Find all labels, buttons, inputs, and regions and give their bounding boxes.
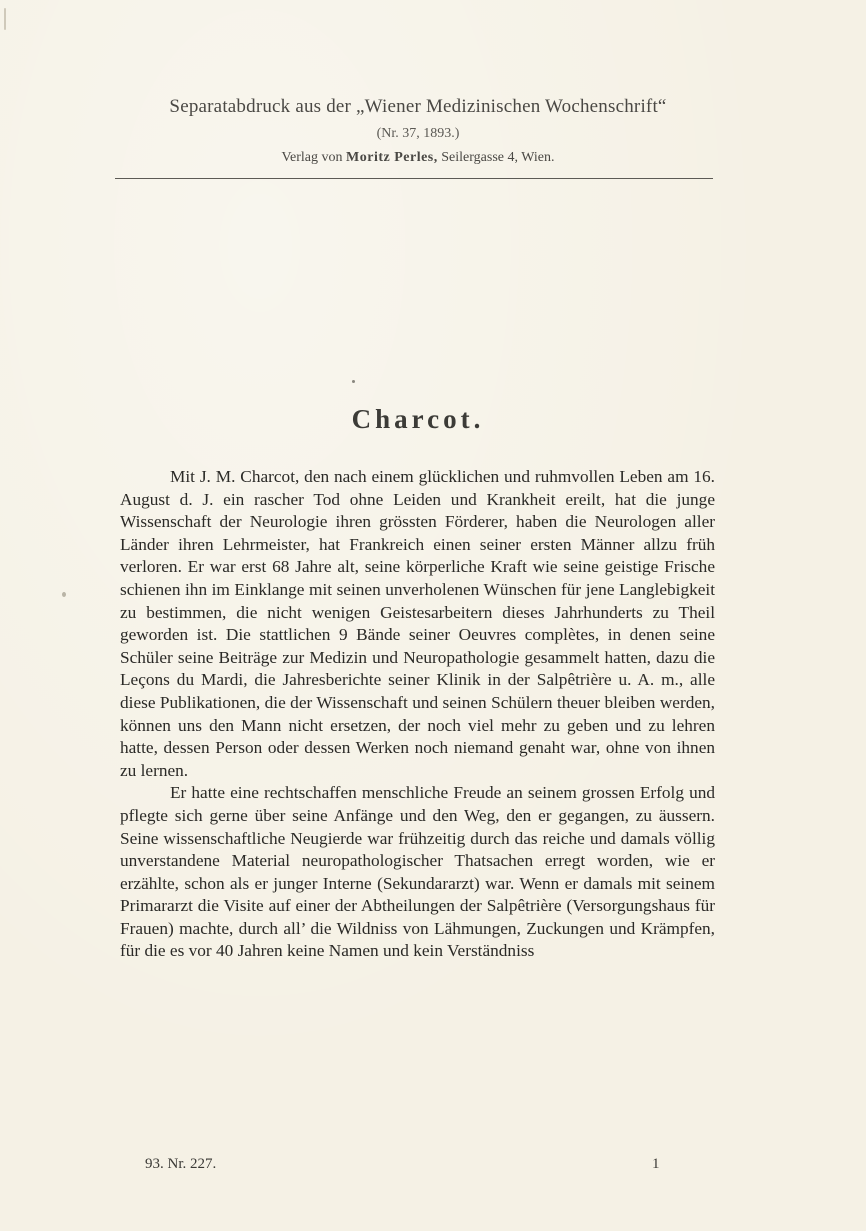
paper-edge-mark — [4, 8, 6, 30]
paragraph: Mit J. M. Charcot, den nach einem glücklichen und ruhmvollen Leben am 16. August d. J. ein rascher Tod ohne Leiden und Krankheit ereilt, hat die junge Wissenschaft der Neurologie ihren grössten Förderer, haben die Neurologen aller Länder ihren Lehrmeister, hat Frankreich einen seiner ersten Männer allzu früh verloren. Er war erst 68 Jahre alt, seine körperliche Kraft wie seine geistige Frische schienen ihn im Einklange mit seinen unverholenen Wünschen für jene Langlebigkeit zu bestimmen, die nicht wenigen Geistesarbeitern dieses Jahrhunderts zu Theil geworden ist. Die stattlichen 9 Bände seiner Oeuvres complètes, in denen seine Schüler seine Beiträge zur Medizin und Neuropathologie gesammelt hatten, dazu die Leçons du Mardi, die Jahresberichte seiner Klinik in der Salpêtrière u. A. m., alle diese Publikationen, die der Wissenschaft und seinen Schülern theuer bleiben werden, können uns den Mann nicht ersetzen, der noch viel mehr zu geben und zu lehren hatte, dessen Person oder dessen Werken noch niemand genaht war, ohne von ihnen zu lernen. — [120, 467, 715, 780]
article-title: Charcot. — [351, 404, 485, 434]
publisher-name: Moritz Perles, — [346, 150, 438, 165]
printer-signature: 93. Nr. 227. — [145, 1156, 217, 1172]
header-rule — [115, 178, 713, 179]
issue-number: (Nr. 37, 1893.) — [376, 126, 460, 141]
publisher-address: Seilergasse 4, Wien. — [437, 150, 555, 165]
publisher-line — [100, 150, 736, 166]
publisher-prefix: Verlag von — [281, 150, 347, 165]
page-number: 1 — [652, 1156, 660, 1172]
paper-speck — [62, 592, 66, 597]
ink-speck — [352, 380, 355, 383]
article-body — [120, 466, 715, 963]
paragraph: Er hatte eine rechtschaffen menschliche Freude an seinem grossen Erfolg und pflegte sich gerne über seine Anfänge und den Weg, den er gegangen, zu äussern. Seine wissenschaftliche Neugierde war frühzeitig durch das reiche und damals völlig unverstandene Material neuropathologischer Thatsachen erregt worden, wie er erzählte, schon als er junger Interne (Sekundararzt) war. Wenn er damals mit seinem Primararzt die Visite auf einer der Abtheilungen der Salpêtrière (Versorgungshaus für Frauen) machte, durch all’ die Wildniss von Lähmungen, Zuckungen und Krämpfen, für die es vor 40 Jahren keine Namen und kein Verständniss — [120, 783, 715, 961]
offprint-notice: Separatabdruck aus der „Wiener Medizinischen Wochenschrift“ — [169, 96, 667, 117]
